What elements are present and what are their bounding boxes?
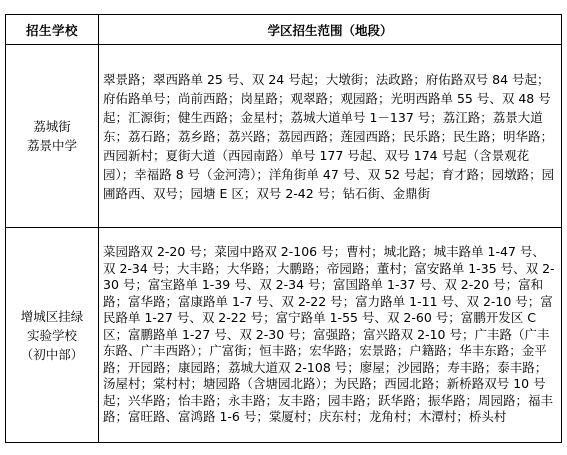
header-school: 招生学校 bbox=[6, 15, 99, 45]
header-area: 学区招生范围（地段） bbox=[99, 15, 562, 45]
school-cell bbox=[6, 45, 99, 228]
school-name-line: （初中部） bbox=[20, 346, 84, 362]
area-text: 翠景路；翠西路单 25 号、双 24 号起；大墩街；法政路；府佑路双号 84 号起；府佑路单号；尚前西路；岗星路；观翠路；观园路；光明西路单 55 号、双 48 号起；汇源街；健生西路；金星村；荔城大道单号 1－137 号；荔江路；荔景大道东；荔石路；荔乡路；荔兴路；荔园西路；莲园西路；民乐路；民生路；明华路；西园新村；夏街大道（西园南路）单号 177 号起、双号 174 号起（含景观花园）；幸福路 8 号（金河湾）；洋角街单 47 号、双 52 号起；育才路；园墩路；园圃路西、双号；园塘 E 区；双号 2-42 号；钻石街、金鼎街 bbox=[103, 71, 555, 201]
area-cell bbox=[99, 228, 562, 443]
school-name-line: 增城区挂绿 bbox=[20, 308, 84, 324]
school-cell bbox=[6, 228, 99, 443]
school-name-line: 荔景中学 bbox=[26, 138, 77, 153]
school-name-line: 实验学校 bbox=[26, 327, 77, 343]
admissions-table bbox=[5, 14, 562, 443]
area-text: 菜园路双 2-20 号；菜园中路双 2-106 号；曹村；城北路；城丰路单 1-47 号、双 2-34 号；大丰路；大华路；大鹏路；帝园路；董村；富安路单 1-35 号、双 2-30 号；富宝路单 1-39 号、双 2-34 号；富国路单 1-37 号、双 2-20 号；富和路；富华路；富康路单 1-7 号、双 2-22 号；富力路单 1-11 号、双 2-10 号；富民路单 1-27 号、双 2-22 号；富宁路单 1-55 号、双 2-60 号；富鹏开发区 C 区；富鹏路单 1-27 号、双 2-30 号；富强路；富兴路双 2-10 号；广丰路（广丰东路、广丰西路）；广富街；恒丰路；宏华路；宏景路；户籍路；华丰东路；金平路；开园路；康园路；荔城大道双 2-108 号；廖屋；沙园路；寿丰路；泰丰路；汤屋村；棠村村；塘园路（含塘园北路）；为民路；西园北路；新桥路双号 10 号起；兴华路；怡丰路；永丰路；友丰路；园丰路；跃华路；振华路；周园路；福丰路；富旺路、富鸿路 1-6 号；棠厦村；庆东村；龙角村；木潭村；桥头村 bbox=[103, 244, 555, 425]
header-row bbox=[6, 15, 562, 45]
school-name-line: 荔城街 bbox=[33, 119, 71, 134]
area-cell bbox=[99, 45, 562, 228]
table-row bbox=[6, 228, 562, 443]
table-row bbox=[6, 45, 562, 228]
